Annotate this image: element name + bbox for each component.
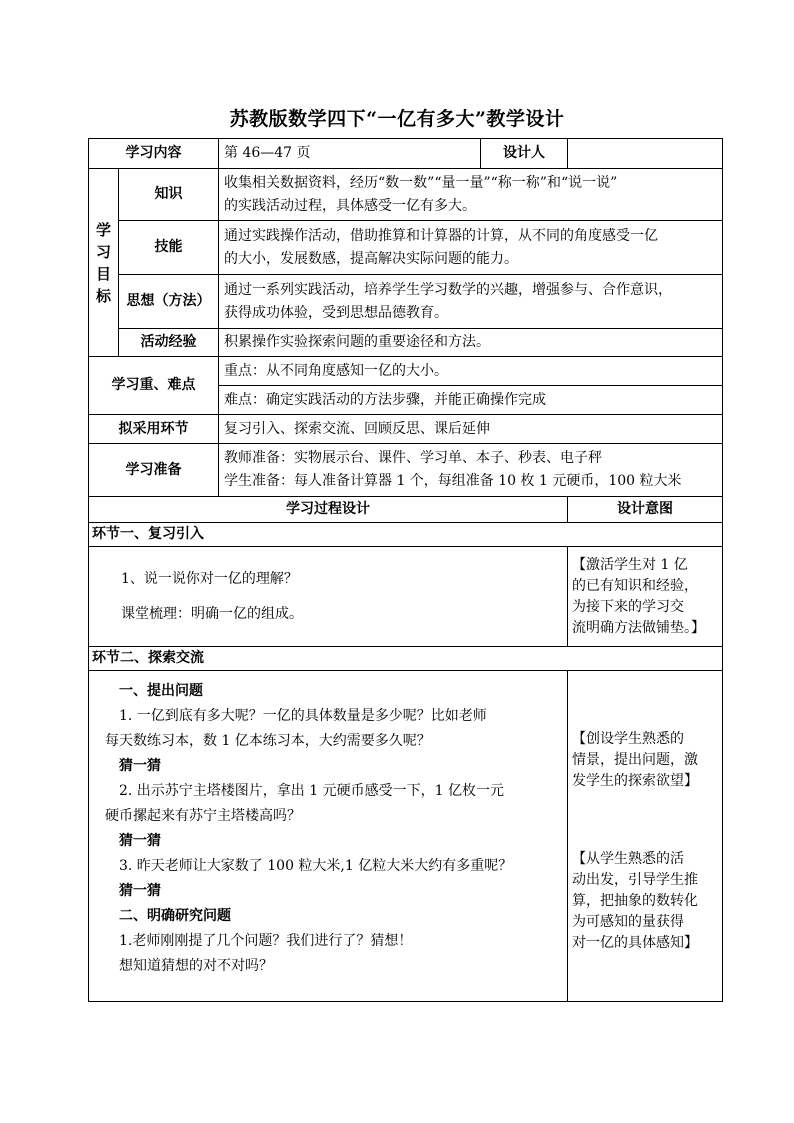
stages-value: 复习引入、探索交流、回顾反思、课后延伸 (219, 415, 723, 444)
intent-label: 设计意图 (568, 497, 723, 523)
section2-intent-2: 【从学生熟悉的活 动出发，引导学生推 算，把抽象的数转化 为可感知的量获得 对一亿的具体感知】 (572, 851, 698, 951)
objective-label: 技能 (119, 221, 219, 275)
section1-summary: 课堂梳理：明确一亿的组成。 (121, 605, 303, 622)
section2-body-row (89, 671, 723, 1002)
process-header-row (89, 497, 723, 523)
content-value: 第 46—47 页 (219, 139, 481, 169)
objective-row-knowledge (89, 169, 723, 221)
section1-title-row (89, 523, 723, 547)
objective-text: 通过一系列实践活动，培养学生学习数学的兴趣，增强参与、合作意识， 获得成功体验，受到思想品德教育。 (219, 275, 723, 329)
section2-intent-1: 【创设学生熟悉的 情景，提出问题，激 发学生的探索欲望】 (572, 731, 698, 789)
objective-text: 通过实践操作活动，借助推算和计算器的计算，从不同的角度感受一亿 的大小，发展数感，提高解决实际问题的能力。 (219, 221, 723, 275)
section2-heading-ask: 一、提出问题 (119, 683, 203, 699)
objective-text: 收集相关数据资料，经历“数一数”“量一量”“称一称”和“说一说” 的实践活动过程，具体感受一亿有多大。 (219, 169, 723, 221)
designer-value (568, 139, 723, 169)
lesson-plan-table (88, 138, 723, 1002)
section2-intent (568, 671, 723, 1002)
section1-question: 1、说一说你对一亿的理解？ (121, 570, 298, 587)
header-row (89, 139, 723, 169)
section2-paragraph-5: 想知道猜想的对不对吗？ (119, 958, 273, 974)
objectives-group-label: 学 习 目 标 (89, 169, 119, 357)
section2-paragraph-3: 3. 昨天老师让大家数了 100 粒大米,1 亿粒大米大约有多重呢？ (119, 858, 513, 874)
objective-row-skill (89, 221, 723, 275)
preparation-label: 学习准备 (89, 444, 219, 497)
stages-label: 拟采用环节 (89, 415, 219, 444)
section1-intent: 【激活学生对 1 亿 的已有知识和经验， 为接下来的学习交 流明确方法做铺垫。】 (568, 547, 723, 647)
teacher-preparation: 教师准备：实物展示台、课件、学习单、本子、秒表、电子秤 (224, 450, 602, 466)
section2-paragraph-1a: 1. 一亿到底有多大呢？一亿的具体数量是多少呢？比如老师 (119, 708, 487, 724)
section2-guess-2: 猜一猜 (119, 833, 161, 849)
section1-body-row (89, 547, 723, 647)
section2-paragraph-2a: 2. 出示苏宁主塔楼图片，拿出 1 元硬币感受一下，1 亿枚一元 (119, 783, 504, 799)
section2-heading-clarify: 二、明确研究问题 (119, 908, 231, 924)
section2-paragraph-4: 1.老师刚刚提了几个问题？我们进行了？猜想！ (119, 933, 413, 949)
section2-guess-1: 猜一猜 (119, 758, 161, 774)
section2-title: 环节二、探索交流 (89, 647, 723, 671)
section1-title: 环节一、复习引入 (89, 523, 723, 547)
key-points-label: 学习重、难点 (89, 357, 219, 415)
key-point-focus: 重点：从不同角度感知一亿的大小。 (219, 357, 723, 386)
section2-body (89, 671, 568, 1002)
stages-row (89, 415, 723, 444)
preparation-text (219, 444, 723, 497)
section2-guess-3: 猜一猜 (119, 883, 161, 899)
objective-label: 活动经验 (119, 329, 219, 357)
section2-title-row (89, 647, 723, 671)
section2-paragraph-2b: 硬币摞起来有苏宁主塔楼高吗？ (105, 808, 301, 824)
objective-row-experience (89, 329, 723, 357)
section1-body (89, 547, 568, 647)
key-point-focus-row (89, 357, 723, 386)
page-title: 苏教版数学四下“一亿有多大”教学设计 (229, 108, 565, 130)
objective-text: 积累操作实验探索问题的重要途径和方法。 (219, 329, 723, 357)
content-label: 学习内容 (89, 139, 219, 169)
key-point-difficulty: 难点：确定实践活动的方法步骤，并能正确操作完成 (219, 386, 723, 415)
preparation-row (89, 444, 723, 497)
objective-row-thinking (89, 275, 723, 329)
designer-label: 设计人 (481, 139, 568, 169)
objective-label: 知识 (119, 169, 219, 221)
process-design-label: 学习过程设计 (89, 497, 568, 523)
student-preparation: 学生准备：每人准备计算器 1 个，每组准备 10 枚 1 元硬币，100 粒大米 (224, 473, 682, 489)
objective-label: 思想（方法） (119, 275, 219, 329)
section2-paragraph-1b: 每天数练习本，数 1 亿本练习本，大约需要多久呢？ (105, 733, 431, 749)
